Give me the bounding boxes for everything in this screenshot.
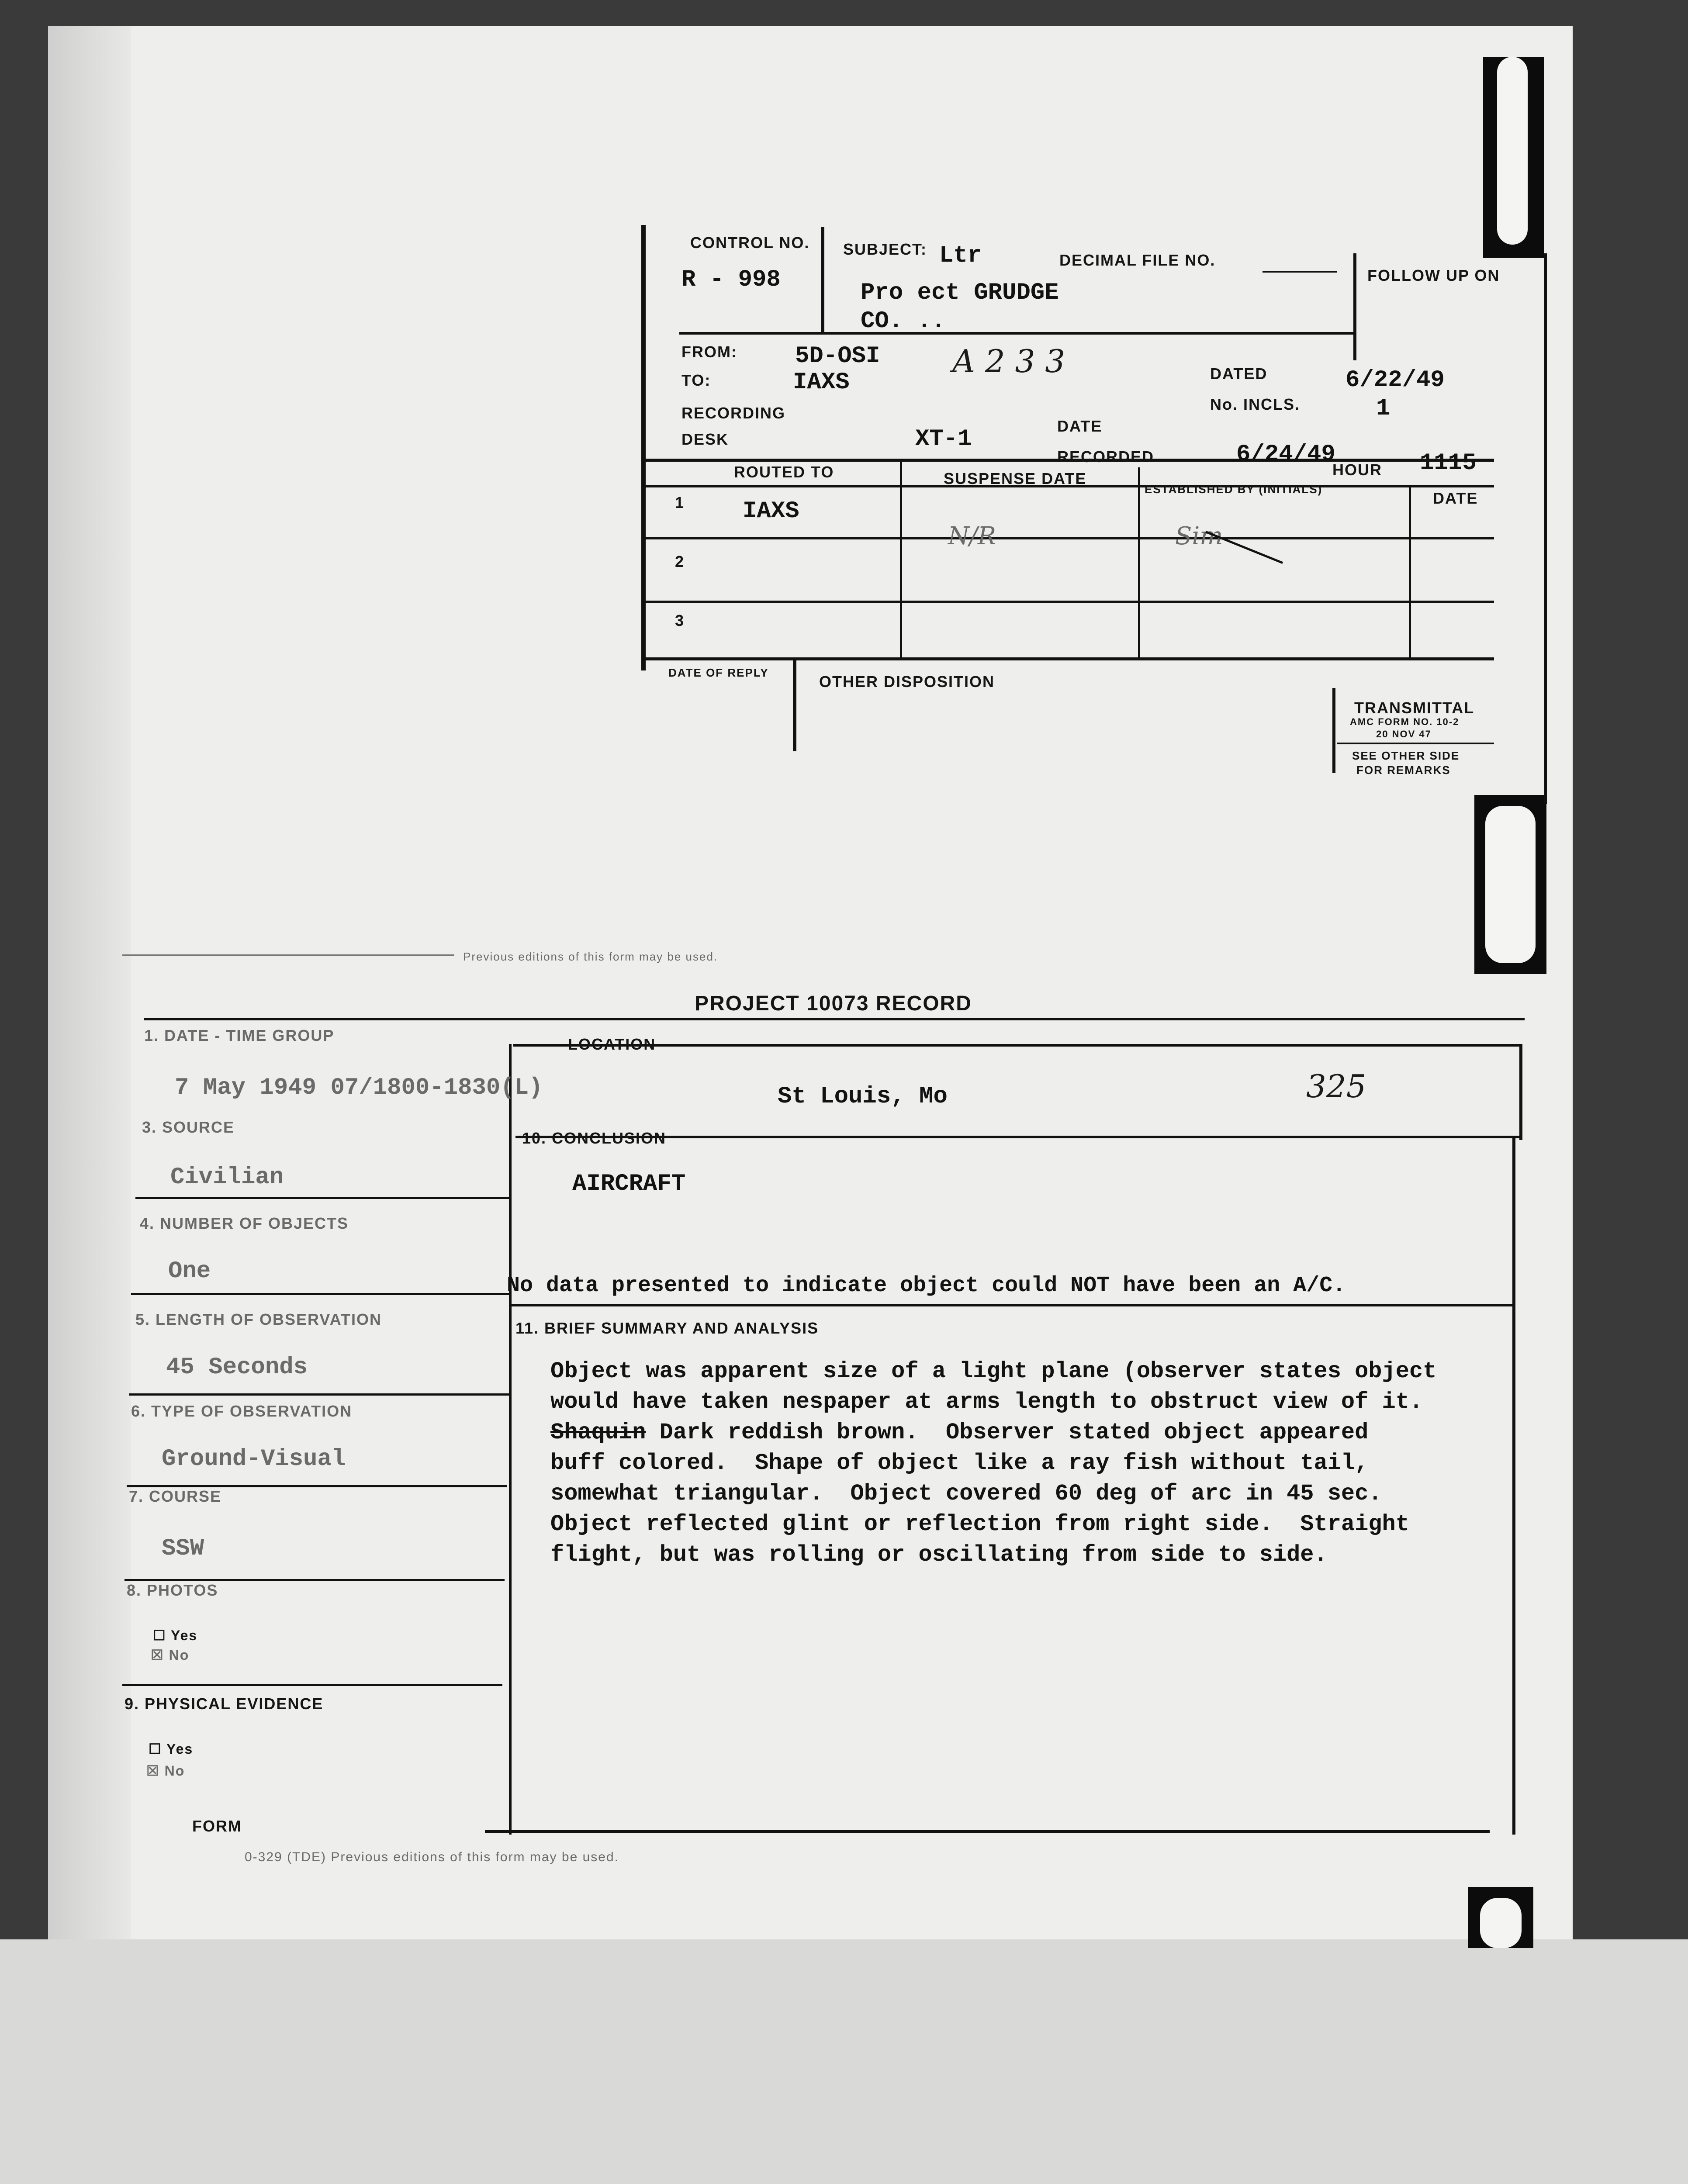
sheet-shadow (48, 26, 131, 1939)
route-row-3-num: 3 (675, 612, 685, 629)
date-col-label: DATE (1433, 489, 1478, 507)
location-value: St Louis, Mo (778, 1083, 948, 1110)
physical-yes: ☐ Yes (149, 1741, 194, 1757)
date-time-value: 7 May 1949 07/1800-1830(L) (175, 1075, 543, 1101)
film-edge-middle (1474, 795, 1546, 974)
document-sheet (48, 26, 1573, 1939)
to-label: TO: (681, 371, 711, 389)
film-edge-bottom (1468, 1887, 1533, 1948)
summary-line-4: buff colored. Shape of object like a ray fish without tail, (550, 1450, 1369, 1476)
record-center-divider (509, 1044, 512, 1835)
conclusion-note: No data presented to indicate object could NOT have been an A/C. (507, 1273, 1346, 1298)
route-row-1-initials: Sim (1175, 522, 1223, 550)
route-row-1-suspense: N/R (948, 522, 996, 550)
form-number: AMC FORM NO. 10-2 (1350, 716, 1460, 727)
photos-yes: ☐ Yes (153, 1628, 198, 1643)
handwritten-reference: A 2 3 3 (952, 343, 1065, 380)
form-footer: 0-329 (TDE) Previous editions of this form may be used. (245, 1850, 619, 1864)
torn-edge-line (122, 954, 454, 956)
suspense-date-label: SUSPENSE DATE (944, 470, 1087, 487)
summary-line-2: would have taken nespaper at arms length to obstruct view of it. (550, 1389, 1423, 1415)
type-label: 6. TYPE OF OBSERVATION (131, 1402, 353, 1420)
subject-label: SUBJECT: (843, 240, 927, 258)
dated-label: DATED (1210, 365, 1268, 383)
date-time-label: 1. DATE - TIME GROUP (144, 1026, 335, 1044)
dated-value: 6/22/49 (1346, 367, 1445, 394)
card-col-date (1409, 485, 1411, 657)
course-label: 7. COURSE (129, 1487, 222, 1505)
see-other-side: SEE OTHER SIDE (1352, 749, 1460, 762)
left-rule-2 (131, 1293, 511, 1295)
summary-line-3: Dark reddish brown. Observer stated object appeared (646, 1420, 1369, 1445)
physical-label: 9. PHYSICAL EVIDENCE (125, 1695, 324, 1713)
card-left-border (641, 225, 646, 670)
recorded-value: 6/24/49 (1236, 441, 1335, 468)
route-row-1-to: IAXS (743, 498, 799, 525)
handwritten-number: 325 (1306, 1068, 1366, 1105)
photos-no: ☒ No (151, 1647, 190, 1663)
card-col-transmittal (1332, 688, 1335, 773)
previous-editions-note: Previous editions of this form may be used. (463, 950, 718, 963)
control-no-value: R - 998 (681, 266, 781, 293)
form-label: FORM (192, 1817, 242, 1835)
summary-line-7: flight, but was rolling or oscillating from side to side. (550, 1542, 1328, 1568)
subject-line-2: Pro ect GRUDGE (861, 280, 1059, 306)
decimal-file-line (1263, 271, 1337, 273)
card-rule-row3 (644, 601, 1494, 603)
record-rule-summary (509, 1304, 1514, 1306)
record-rule-location (513, 1044, 1522, 1047)
from-value: 5D-OSI (795, 343, 880, 370)
hour-label: HOUR (1332, 461, 1382, 479)
desk-value: XT-1 (915, 426, 972, 453)
follow-up-label: FOLLOW UP ON (1367, 266, 1500, 284)
card-rule-row2 (644, 537, 1494, 539)
route-row-1-num: 1 (675, 494, 685, 511)
control-no-label: CONTROL NO. (690, 234, 810, 252)
summary-label: 11. BRIEF SUMMARY AND ANALYSIS (515, 1319, 819, 1337)
record-right-border (1519, 1044, 1522, 1140)
left-rule-1 (135, 1197, 511, 1199)
desk-label: DESK (681, 430, 729, 448)
recorded-label: RECORDED (1057, 448, 1155, 466)
conclusion-value: AIRCRAFT (572, 1171, 686, 1197)
summary-line-1: Object was apparent size of a light plane (observer states object (550, 1358, 1437, 1384)
left-rule-3 (129, 1393, 509, 1396)
card-col-suspense (900, 459, 902, 657)
established-by-label: ESTABLISHED BY (INITIALS) (1145, 483, 1323, 496)
for-remarks: FOR REMARKS (1356, 764, 1451, 777)
source-label: 3. SOURCE (142, 1118, 235, 1136)
left-rule-6 (122, 1684, 502, 1686)
transmittal-label: TRANSMITTAL (1354, 699, 1475, 717)
physical-no: ☒ No (146, 1763, 185, 1779)
film-edge-top (1483, 57, 1544, 258)
other-disposition-label: OTHER DISPOSITION (819, 673, 995, 691)
form-date: 20 NOV 47 (1376, 729, 1432, 740)
routed-to-label: ROUTED TO (734, 463, 834, 481)
incls-label: No. INCLS. (1210, 395, 1300, 413)
route-row-2-num: 2 (675, 553, 685, 570)
date-label: DATE (1057, 417, 1103, 435)
location-label: LOCATION (568, 1035, 656, 1053)
card-rule-from (679, 332, 1354, 335)
from-label: FROM: (681, 343, 737, 361)
date-of-reply-label: DATE OF REPLY (668, 666, 769, 679)
to-value: IAXS (793, 369, 850, 396)
type-value: Ground-Visual (162, 1446, 346, 1472)
length-label: 5. LENGTH OF OBSERVATION (135, 1310, 382, 1328)
hour-value: 1115 (1420, 450, 1477, 477)
summary-struck-word: Shaquin (550, 1420, 646, 1445)
subject-line-3: CO. .. (861, 308, 946, 335)
photos-label: 8. PHOTOS (127, 1581, 218, 1599)
card-col-reply (793, 660, 796, 751)
num-objects-label: 4. NUMBER OF OBJECTS (140, 1214, 349, 1232)
card-divider-1 (821, 227, 824, 334)
record-rule-top (144, 1018, 1525, 1020)
decimal-file-label: DECIMAL FILE NO. (1059, 251, 1216, 269)
card-divider-follow (1353, 253, 1356, 360)
length-value: 45 Seconds (166, 1354, 308, 1381)
subject-line-1: Ltr (939, 242, 982, 269)
summary-text (550, 1356, 1538, 1570)
record-rule-bottom (485, 1830, 1490, 1833)
card-rule-bottom (644, 657, 1494, 660)
transmittal-rule (1337, 743, 1494, 744)
film-margin (0, 1939, 1688, 2184)
conclusion-label: 10. CONCLUSION (522, 1129, 667, 1147)
num-objects-value: One (168, 1258, 211, 1285)
card-col-established (1138, 467, 1140, 657)
record-title: PROJECT 10073 RECORD (695, 992, 972, 1015)
source-value: Civilian (170, 1164, 284, 1191)
summary-line-6: Object reflected glint or reflection from right side. Straight (550, 1511, 1409, 1537)
summary-line-5: somewhat triangular. Object covered 60 deg of arc in 45 sec. (550, 1481, 1382, 1507)
recording-label: RECORDING (681, 404, 786, 422)
card-right-border (1544, 253, 1547, 804)
incls-value: 1 (1376, 395, 1391, 422)
course-value: SSW (162, 1535, 204, 1562)
